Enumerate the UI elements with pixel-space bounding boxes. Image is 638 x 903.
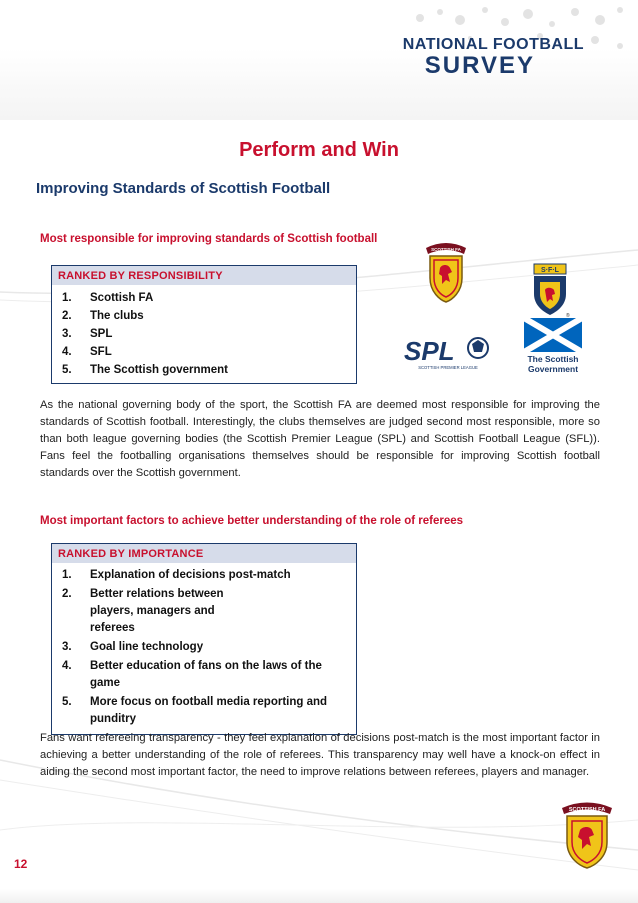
item-text: Scottish FA [90,292,154,304]
svg-text:SCOTTISH FA: SCOTTISH FA [431,247,461,252]
list-item [62,307,348,325]
section2-paragraph: Fans want refereeing transparency - they feel explanation of decisions post-match is the most important factor in achieving a better understanding of the role of referees. This transparency may well have a knock-on effect in aiding the second most important factor, the need to improve relations between referees, players and manager. [40,732,600,778]
item-number: 2. [62,310,72,322]
item-number: 3. [62,328,72,340]
spl-logo-icon [402,334,494,372]
section1-paragraph: As the national governing body of the sport, the Scottish FA are deemed most responsible for improving the standards of Scottish football. Interestingly, the clubs themselves are judged second most responsible, more so than both league governing bodies (the Scottish Premier League (SPL) and Scottish Football League (SFL)). Fans feel the footballing organisations themselves should be responsible for improving Scottish football standards over the Scottish government. [40,399,600,479]
brand-line-2: SURVEY [424,52,536,79]
scottish-fa-crest-icon [424,240,468,304]
responsibility-list [52,285,356,383]
item-text: SFL [90,346,112,358]
svg-text:SPL: SPL [404,336,455,366]
scottish-government-logo-icon [524,318,582,376]
item-text: The Scottish government [90,364,229,376]
item-text: The clubs [90,310,144,322]
item-number: 4. [62,346,72,358]
item-number: 1. [62,292,72,304]
svg-text:SCOTTISH FA: SCOTTISH FA [568,807,606,813]
item-number: 3. [62,641,72,653]
item-number: 5. [62,696,72,708]
sfl-crest-icon [530,262,570,318]
survey-brand [403,36,584,80]
item-number: 1. [62,569,72,581]
importance-list [52,563,356,734]
item-number: 4. [62,660,72,672]
svg-text:The Scottish: The Scottish [527,354,579,364]
item-text: Explanation of decisions post-match [90,569,291,581]
item-text: Better education of fans on the laws of the game [90,660,322,689]
item-number: 5. [62,364,72,376]
importance-box-title: RANKED BY IMPORTANCE [52,544,356,563]
list-item [62,639,348,656]
list-item [62,586,348,637]
item-text: Goal line technology [90,641,204,653]
list-item [62,567,348,584]
svg-text:S·F·L: S·F·L [541,267,559,274]
scottish-fa-footer-crest-icon [560,800,614,870]
item-text: Better relations between players, managers and referees [90,588,224,634]
importance-ranking-box [51,543,357,735]
list-item [62,361,348,379]
item-text: More focus on football media reporting and punditry [90,696,328,725]
brand-line-1: NATIONAL FOOTBALL [402,36,584,53]
item-text: SPL [90,328,113,340]
svg-text:Government: Government [527,364,579,374]
page-subtitle: Improving Standards of Scottish Football [36,180,331,197]
page-number: 12 [14,857,28,871]
page-title: Perform and Win [239,139,399,161]
svg-text:SCOTTISH PREMIER LEAGUE: SCOTTISH PREMIER LEAGUE [418,365,478,370]
list-item [62,325,348,343]
list-item [62,694,348,728]
responsibility-ranking-box [51,265,357,384]
list-item [62,658,348,692]
responsibility-box-title: RANKED BY RESPONSIBILITY [52,266,356,285]
section2-heading: Most important factors to achieve better understanding of the role of referees [40,515,464,527]
list-item [62,289,348,307]
item-number: 2. [62,588,72,600]
footer-band [0,889,638,903]
svg-text:®: ® [566,313,570,318]
section1-heading: Most responsible for improving standards of Scottish football [40,233,378,245]
list-item [62,343,348,361]
